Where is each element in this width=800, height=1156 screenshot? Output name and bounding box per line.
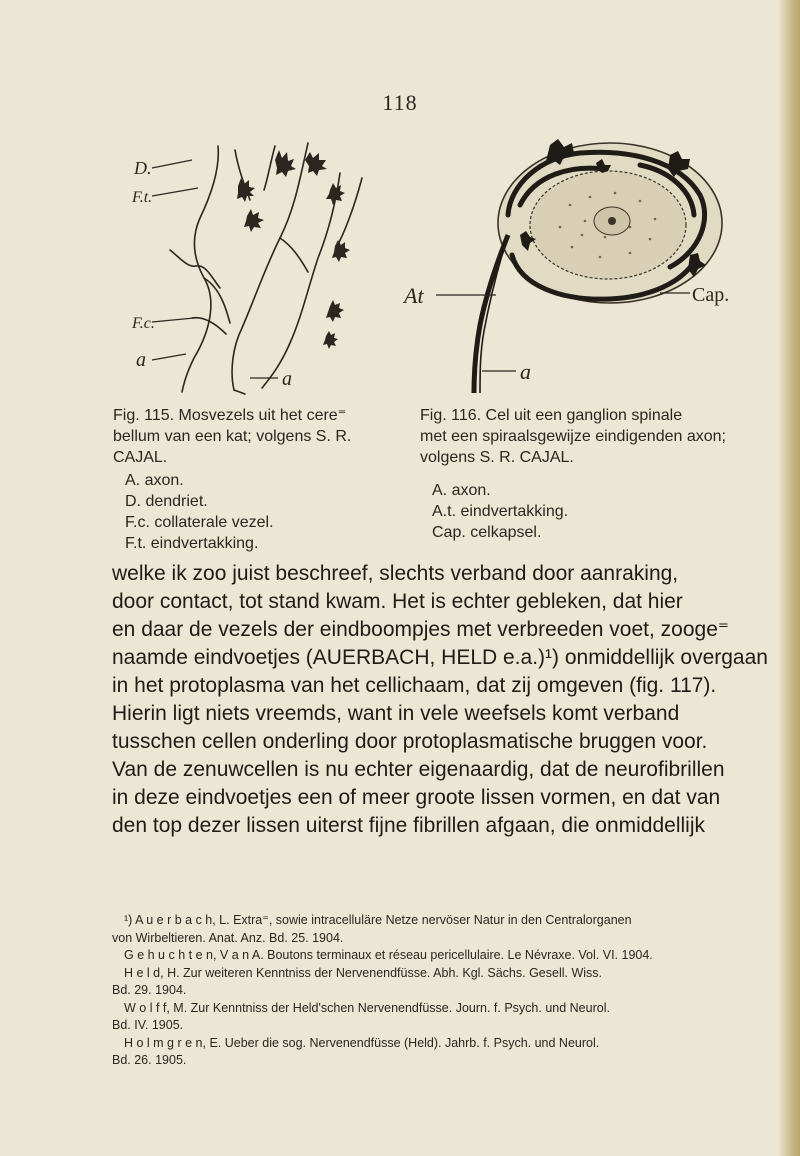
figure-115-legend	[113, 470, 403, 554]
footnote-line: Bd. IV. 1905.	[112, 1018, 184, 1032]
legend-item: A. axon.	[125, 472, 184, 489]
caption-line: bellum van een kat; volgens S. R.	[113, 428, 352, 445]
figure-115-drawing	[130, 138, 390, 400]
fig115-label-d: D.	[134, 158, 152, 178]
fig115-label-a-bottom: a	[282, 368, 292, 390]
body-line: naamde eindvoetjes (AUERBACH, HELD e.a.)¹) onmiddellijk overgaan	[112, 646, 768, 669]
footnote-line: H e l d, H. Zur weiteren Kenntniss der Nervenendfüsse. Abh. Kgl. Sächs. Gesell. Wiss.	[124, 965, 602, 980]
page-number: 118	[382, 90, 418, 115]
body-line: in het protoplasma van het cellichaam, dat zij omgeven (fig. 117).	[112, 674, 717, 697]
caption-line: met een spiraalsgewijze eindigenden axon;	[420, 428, 726, 445]
footnotes	[112, 912, 752, 1070]
legend-item: A. axon.	[432, 482, 491, 499]
page-edge-shadow	[778, 0, 800, 1156]
body-line: den top dezer lissen uiterst fijne fibrillen afgaan, die onmiddellijk	[112, 814, 706, 837]
footnote-line: H o l m g r e n, E. Ueber die sog. Nervenendfüsse (Held). Jahrb. f. Psych. und Neurol.	[124, 1035, 600, 1050]
body-line: Van de zenuwcellen is nu echter eigenaardig, dat de neurofibrillen	[112, 758, 725, 781]
figure-115-caption	[113, 405, 403, 554]
caption-line: Fig. 116. Cel uit een ganglion spinale	[420, 407, 683, 424]
body-line: welke ik zoo juist beschreef, slechts verband door aanraking,	[112, 562, 679, 585]
legend-item: D. dendriet.	[125, 493, 208, 510]
figure-116-drawing	[400, 135, 740, 400]
body-paragraph	[112, 560, 768, 840]
footnote-line: W o l f f, M. Zur Kenntniss der Held'schen Nervenendfüsse. Journ. f. Psych. und Neurol.	[124, 1000, 610, 1015]
legend-item: F.t. eindvertakking.	[125, 535, 259, 552]
legend-item: Cap. celkapsel.	[432, 524, 542, 541]
fig115-label-fc: F.c.	[132, 315, 155, 332]
legend-item: F.c. collaterale vezel.	[125, 514, 274, 531]
body-line: door contact, tot stand kwam. Het is echter gebleken, dat hier	[112, 590, 683, 613]
footnote-line: Bd. 26. 1905.	[112, 1053, 187, 1067]
legend-item: A.t. eindvertakking.	[432, 503, 569, 520]
body-line: en daar de vezels der eindboompjes met verbreeden voet, zooge⁼	[112, 618, 729, 641]
figure-116-caption	[420, 405, 750, 543]
footnote-line: von Wirbeltieren. Anat. Anz. Bd. 25. 1904.	[112, 930, 344, 945]
fig116-label-a: a	[520, 359, 531, 384]
body-line: in deze eindvoetjes een of meer groote lissen vormen, en dat van	[112, 786, 721, 809]
footnote-line: G e h u c h t e n, V a n A. Boutons terminaux et réseau pericellulaire. Le Névraxe. Vol. VI. 1904.	[124, 948, 653, 962]
body-line: tusschen cellen onderling door protoplasmatische bruggen voor.	[112, 730, 708, 753]
caption-line: CAJAL.	[113, 449, 168, 466]
fig116-label-cap: Cap.	[692, 284, 730, 306]
footnote-line: Bd. 29. 1904.	[112, 983, 187, 997]
caption-line: Fig. 115. Mosvezels uit het cere⁼	[113, 407, 347, 424]
footnote-line: ¹) A u e r b a c h, L. Extra⁼, sowie intracelluläre Netze nervöser Natur in den Centralorganen	[124, 913, 632, 927]
fig115-label-a-left: a	[136, 349, 146, 371]
caption-line: volgens S. R. CAJAL.	[420, 449, 574, 466]
fig116-label-at: At	[404, 283, 424, 308]
figure-116-legend	[420, 480, 750, 543]
body-line: Hierin ligt niets vreemds, want in vele weefsels komt verband	[112, 702, 680, 725]
fig115-label-ft: F.t.	[132, 189, 153, 206]
